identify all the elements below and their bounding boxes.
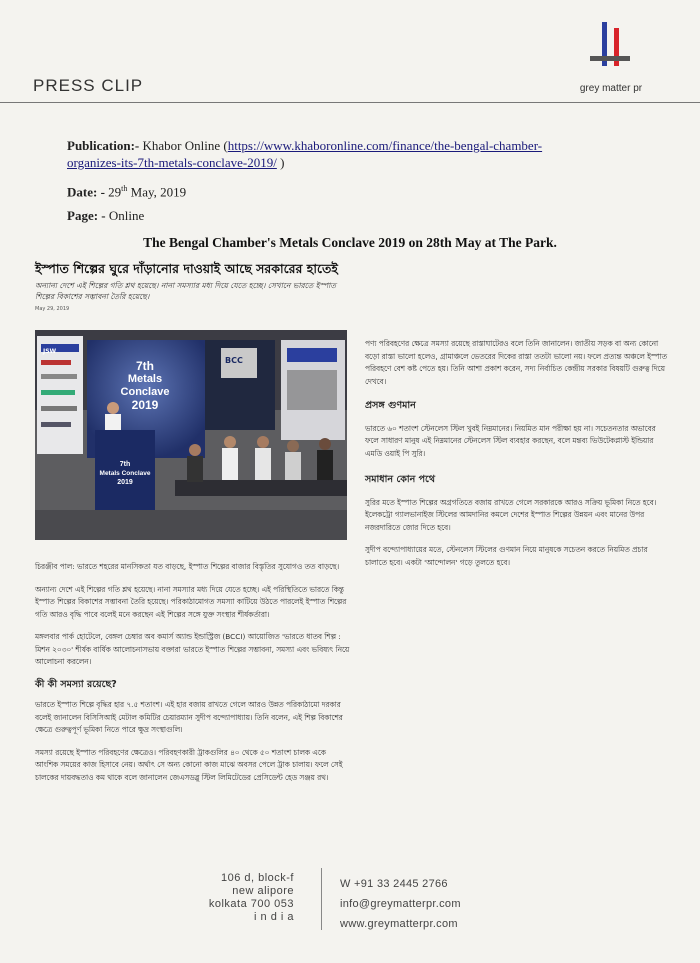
- right-para-3: সুরির মতে ইস্পাত শিল্পের অগ্রগতিতে বজায় রাখতে গেলে সরকারকে আরও সক্রিয় ভূমিকা নিতে হবে। ইলেকট্রো গ্যালভানাইজ স্টিলের আমদানির কমলে দেশের ইস্পাত শিল্পের উন্নয়ন এবং মানের উপর নজরদারিতে জোর দিতে হবে।: [365, 497, 657, 532]
- right-para-2: ভারতে ৬০ শতাংশ স্টেনলেস স্টিল খুবই নিম্নমানের। নিয়মিত মান পরীক্ষা হয় না। সচেতনতার অভাবের ফলে সাধারণ মানুষ এই নিম্নমানের স্টেনলেস স্টিল ব্যবহার করছেন, বলে মন্তব্য ভিউটেকপ্লাস্ট ইন্ডিয়ার এমডি ওয়াই পি সুরি।: [365, 423, 656, 458]
- banner-title: Metals Conclave: [120, 373, 170, 398]
- right-heading-solution: সমাধান কোন পথে: [365, 474, 436, 485]
- podium-title: Metals Conclave: [99, 470, 151, 477]
- conclave-photo: [35, 330, 347, 540]
- date-line: [67, 180, 186, 200]
- left-para-2: অন্যান্য দেশে এই শিল্পের গতি শ্লথ হয়েছে। নানা সমস্যার মধ্য দিয়ে যেতে হচ্ছে। এই পরিস্থিতিতে ভারতে কিন্তু ইস্পাত শিল্পের বিকাশের সম্ভাবনা তৈরি হয়েছে। পরিকাঠামোগত সমস্যা কাটিয়ে উঠতে পারলেই ইস্পাত শিল্পের গতি আরও বৃদ্ধি পাবে বলেই মনে করছেন এই শিল্পের সঙ্গে যুক্ত সংস্থার শীর্ষকর্তারা।: [35, 584, 347, 619]
- right-heading-quality: প্রসঙ্গ গুণমান: [365, 400, 416, 411]
- date-rest: May, 2019: [130, 184, 187, 200]
- podium-banner: [97, 460, 153, 487]
- grey-matter-logo-icon: [584, 18, 634, 78]
- article-subtitle: অন্যান্য দেশে এই শিল্পের গতি শ্লথ হয়েছে। নানা সমস্যার মধ্য দিয়ে যেতে হচ্ছে। সেখানে ভারতে ইস্পাত শিল্পের বিকাশের সম্ভাবনা তৈরি হয়েছে।: [35, 281, 336, 301]
- left-para-3: মঙ্গলবার পার্ক হোটেলে, বেঙ্গল চেম্বার অব কমার্স অ্যান্ড ইন্ডাস্ট্রিজ (BCCI) আয়োজিত 'ভারতে ধাতব শিল্প : মিশন ২০৩০' শীর্ষক বার্ষিক আলোচনাসভায় বক্তারা ভারতে ইস্পাত শিল্পের সম্ভাবনা, সমস্যা এবং ভবিষ্যৎ নিয়ে আলোচনা করলেন।: [35, 632, 350, 666]
- article-title: ইস্পাত শিল্পের ঘুরে দাঁড়ানোর দাওয়াই আছে সরকারের হাতেই: [35, 261, 338, 276]
- bcc-logo: BCC: [225, 356, 243, 365]
- publication-line: Publication:- Khabor Online (https://www.khaboronline.com/finance/the-bengal-chamber-: [67, 138, 543, 153]
- address-line-2: new alipore: [232, 885, 294, 897]
- article-clip: [30, 258, 670, 870]
- stage-banner-text: [105, 360, 185, 412]
- date-day: 29: [108, 184, 122, 200]
- left-heading: কী কী সমস্যা রয়েছে?: [35, 678, 117, 690]
- publication-label: Publication:-: [67, 138, 140, 153]
- publication-url-cont[interactable]: organizes-its-7th-metals-conclave-2019/: [67, 155, 277, 170]
- header-divider: [0, 102, 700, 103]
- page-value: Online: [108, 208, 145, 223]
- press-clip-label: PRESS CLIP: [33, 76, 144, 95]
- article-date: May 29, 2019: [35, 306, 70, 312]
- footer-email[interactable]: info@greymatterpr.com: [340, 898, 461, 910]
- right-para-1: পণ্য পরিবহণের ক্ষেত্রে সমস্যা রয়েছে রাস্তাঘাটেরও বলে তিনি জানালেন। জাতীয় সড়ক বা অন্য কোনো বড়ো রাস্তা ভালো হলেও, গ্রামাঞ্চলে ভেতরের দিকের রাস্তা ততটা ভালো নয়। ফলে প্রত্যন্ত অঞ্চলে ইস্পাত পরিবহণে বেশ কষ্ট পেতে হয়। তিনি আশা প্রকাশ করেন, সদ্য নির্বাচিত কেন্দ্রীয় সরকার বিষয়টি গুরুত্ব দিয়ে দেখবে।: [365, 339, 667, 386]
- banner-year: 2019: [131, 398, 159, 412]
- footer-website[interactable]: www.greymatterpr.com: [340, 918, 458, 930]
- page-line: [67, 207, 144, 224]
- footer-phone: W +91 33 2445 2766: [340, 878, 448, 890]
- publication-url-line2: organizes-its-7th-metals-conclave-2019/ ): [67, 155, 285, 170]
- publication-url[interactable]: https://www.khaboronline.com/finance/the-bengal-chamber-: [227, 138, 543, 153]
- left-para-4: ভারতে ইস্পাত শিল্পে বৃদ্ধির হার ৭.৫ শতাংশ। এই হার বজায় রাখতে গেলে আরও উন্নত পরিকাঠামো দরকার বলেই জানালেন বিসিসিআই মেটাল কমিটির চেয়ারম্যান সুদীপ বন্দ্যোপাধ্যায়। তিনি বলেন, এই শিল্প বিকাশের ক্ষেত্রে গুরুত্বপূর্ণ ভূমিকা নিতে পারে ক্ষুদ্র সংস্থাগুলি।: [35, 700, 343, 734]
- logo-wordmark: grey matter pr: [579, 83, 643, 94]
- address-line-1: 106 d, block-f: [220, 872, 294, 884]
- footer-divider: [321, 868, 322, 930]
- date-suffix: th: [121, 184, 128, 193]
- left-para-1: চিরঞ্জীব পাল: ভারতে শহরের মানসিকতা যত বাড়ছে, ইস্পাত শিল্পের বাজার বিস্তৃতির সুযোগও তত বাড়ছে।: [35, 562, 340, 571]
- left-column: [35, 561, 351, 784]
- address-line-4: i n d i a: [254, 911, 294, 923]
- right-para-4: সুদীপ বন্দ্যোপাধ্যায়ের মতে, স্টেনলেস স্টিলের গুণমান নিয়ে মানুষকে সচেতন করতে নিয়মিত প্রচার চালাতে হবে। একটা 'আন্দোলন' গড়ে তুলতে হবে।: [365, 545, 648, 567]
- left-para-5: সমস্যা রয়েছে ইস্পাত পরিবহণের ক্ষেত্রেও। পরিবহণকারী ট্রাকগুলির ৪০ থেকে ৫০ শতাংশ চালক একে আংশিক সময়ের কাজ হিসাবে নেয়। অর্থাৎ সে অন্য কোনো কাজ মাঝে অবসর পেলে ট্রাক চালায়। ফলে সেই চালকের দায়বদ্ধতাও কম থাকে বলে জানালেন জেএসডব্লু স্টিল লিমিটেডের প্রেসিডেন্ট হেড সঞ্জয় রথ।: [35, 747, 343, 782]
- date-label: Date: -: [67, 184, 105, 200]
- right-column: [365, 338, 670, 569]
- page-label: Page: -: [67, 208, 106, 223]
- footer-address: [189, 872, 294, 924]
- jsw-logo: JSW: [43, 348, 57, 355]
- clip-headline: The Bengal Chamber's Metals Conclave 2019 on 28th May at The Park.: [143, 235, 557, 250]
- banner-edition: 7th: [136, 359, 154, 373]
- footer-contact: [340, 874, 461, 934]
- photo-scene: [35, 330, 347, 540]
- address-line-3: kolkata 700 053: [208, 898, 294, 910]
- podium-year: 2019: [117, 479, 133, 486]
- publication-name: Khabor Online: [142, 138, 221, 153]
- podium-edition: 7th: [119, 461, 131, 468]
